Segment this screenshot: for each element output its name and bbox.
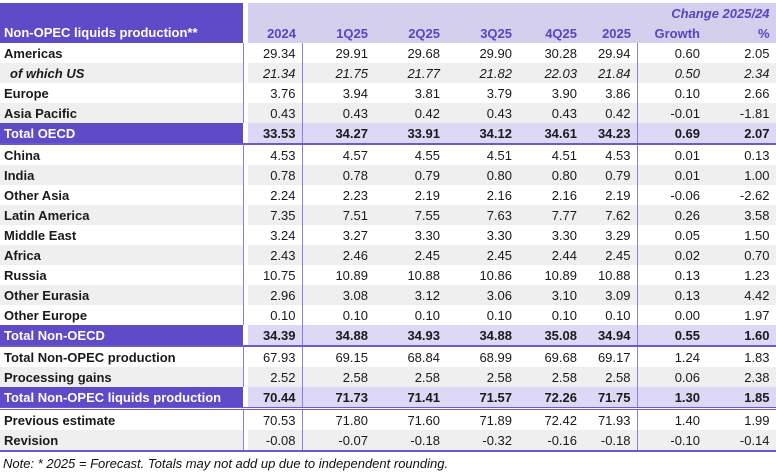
table-row <box>0 63 776 83</box>
value-cell: 72.42 <box>544 412 577 428</box>
value-cell: 0.10 <box>583 305 637 325</box>
value-cell: 0.43 <box>248 103 302 123</box>
value-cell: 3.81 <box>414 85 440 101</box>
value-cell: 71.60 <box>407 412 440 428</box>
table-note: Note: * 2025 = Forecast. Totals may not add up due to independent rounding. <box>3 456 449 471</box>
row-label: Total Non-OECD <box>0 325 243 346</box>
value-cell: 35.08 <box>518 325 583 346</box>
value-cell: 2.58 <box>342 369 368 385</box>
value-cell: 3.09 <box>583 285 637 305</box>
value-cell: 0.42 <box>583 103 637 123</box>
column-header-growth: Growth <box>637 23 706 43</box>
value-cell: 10.88 <box>407 267 440 283</box>
value-cell: 0.79 <box>414 167 440 183</box>
row-label: Total Non-OPEC liquids production <box>0 387 243 409</box>
value-cell: 7.62 <box>583 205 637 225</box>
table-row <box>0 305 776 325</box>
value-cell: -0.07 <box>302 430 374 451</box>
value-cell: 34.23 <box>583 123 637 144</box>
value-cell: 71.41 <box>374 387 446 409</box>
value-cell: 69.68 <box>544 349 577 365</box>
value-cell: 2.19 <box>414 187 440 203</box>
value-cell: 7.51 <box>342 207 368 223</box>
value-cell: 1.50 <box>706 225 776 245</box>
column-header-2025: 2025 <box>583 23 637 43</box>
value-cell: 3.58 <box>706 205 776 225</box>
value-cell: 2.45 <box>414 247 440 263</box>
value-cell: 33.53 <box>248 123 302 144</box>
row-label: Total OECD <box>0 123 243 144</box>
value-cell: 21.82 <box>479 65 512 81</box>
column-header-1q25: 1Q25 <box>302 23 374 43</box>
value-cell: 3.76 <box>248 83 302 103</box>
value-cell: 0.55 <box>637 325 706 346</box>
non-opec-production-table <box>0 3 776 452</box>
value-cell: 29.90 <box>479 45 512 61</box>
value-cell: 0.01 <box>674 147 700 163</box>
value-cell: 34.93 <box>374 325 446 346</box>
value-cell: 29.91 <box>335 45 368 61</box>
value-cell: 71.57 <box>446 387 518 409</box>
value-cell: 71.93 <box>583 409 637 431</box>
value-cell: 0.43 <box>342 105 368 121</box>
row-label: of which US <box>0 63 243 83</box>
value-cell: -2.62 <box>706 185 776 205</box>
column-header-4q25: 4Q25 <box>518 23 583 43</box>
value-cell: 10.86 <box>479 267 512 283</box>
value-cell: 0.13 <box>674 287 700 303</box>
row-label: Asia Pacific <box>0 103 243 123</box>
value-cell: 0.80 <box>486 167 512 183</box>
value-cell: 3.94 <box>342 85 368 101</box>
value-cell: 33.91 <box>374 123 446 144</box>
value-cell: 1.24 <box>674 349 700 365</box>
row-label: Russia <box>0 265 243 285</box>
value-cell: 0.80 <box>551 167 577 183</box>
value-cell: 0.13 <box>706 144 776 165</box>
value-cell: 2.58 <box>486 369 512 385</box>
row-label: Other Asia <box>0 185 243 205</box>
value-cell: 0.69 <box>637 123 706 144</box>
value-cell: 1.97 <box>706 305 776 325</box>
value-cell: 0.01 <box>674 167 700 183</box>
value-cell: 0.10 <box>551 307 577 323</box>
value-cell: 21.84 <box>583 63 637 83</box>
value-cell: 2.43 <box>248 245 302 265</box>
value-cell: 0.26 <box>674 207 700 223</box>
value-cell: 4.55 <box>414 147 440 163</box>
value-cell: -0.14 <box>706 430 776 451</box>
value-cell: 0.10 <box>414 307 440 323</box>
value-cell: 70.53 <box>248 409 302 431</box>
value-cell: 2.66 <box>706 83 776 103</box>
value-cell: 3.90 <box>551 85 577 101</box>
value-cell: 4.57 <box>342 147 368 163</box>
value-cell: 0.00 <box>674 307 700 323</box>
table-row <box>0 367 776 387</box>
value-cell: 34.61 <box>518 123 583 144</box>
table-row <box>0 103 776 123</box>
table-row <box>0 285 776 305</box>
value-cell: 0.10 <box>248 305 302 325</box>
value-cell: 2.24 <box>248 185 302 205</box>
value-cell: 0.43 <box>551 105 577 121</box>
value-cell: 2.07 <box>706 123 776 144</box>
value-cell: -0.18 <box>374 430 446 451</box>
header-change-row <box>0 3 776 23</box>
value-cell: 0.78 <box>342 167 368 183</box>
table-row <box>0 185 776 205</box>
value-cell: 4.51 <box>551 147 577 163</box>
value-cell: 3.27 <box>342 227 368 243</box>
row-label: Other Eurasia <box>0 285 243 305</box>
value-cell: 3.30 <box>414 227 440 243</box>
table-row <box>0 144 776 165</box>
value-cell: 3.79 <box>486 85 512 101</box>
value-cell: 34.39 <box>248 325 302 346</box>
value-cell: 1.60 <box>706 325 776 346</box>
value-cell: -0.10 <box>637 430 706 451</box>
value-cell: 70.44 <box>248 387 302 409</box>
value-cell: 69.15 <box>335 349 368 365</box>
value-cell: 29.34 <box>248 43 302 63</box>
value-cell: 21.77 <box>407 65 440 81</box>
value-cell: 7.63 <box>486 207 512 223</box>
table-row <box>0 265 776 285</box>
value-cell: 2.16 <box>486 187 512 203</box>
value-cell: 68.99 <box>479 349 512 365</box>
column-header-percent: % <box>706 23 776 43</box>
value-cell: 34.12 <box>446 123 518 144</box>
value-cell: 0.10 <box>674 85 700 101</box>
table-row <box>0 325 776 346</box>
value-cell: 1.85 <box>706 387 776 409</box>
value-cell: 10.89 <box>335 267 368 283</box>
value-cell: 34.88 <box>302 325 374 346</box>
value-cell: 3.30 <box>486 227 512 243</box>
value-cell: 0.13 <box>674 267 700 283</box>
value-cell: 0.05 <box>674 227 700 243</box>
value-cell: 34.88 <box>446 325 518 346</box>
value-cell: 2.58 <box>551 369 577 385</box>
row-label: Total Non-OPEC production <box>0 346 243 367</box>
value-cell: 30.28 <box>544 45 577 61</box>
value-cell: 0.06 <box>674 369 700 385</box>
value-cell: 10.75 <box>248 265 302 285</box>
value-cell: 68.84 <box>407 349 440 365</box>
value-cell: 21.75 <box>335 65 368 81</box>
value-cell: 2.34 <box>706 63 776 83</box>
value-cell: 10.88 <box>583 265 637 285</box>
value-cell: 1.30 <box>637 387 706 409</box>
row-label: Americas <box>0 43 243 63</box>
value-cell: -1.81 <box>706 103 776 123</box>
value-cell: 22.03 <box>544 65 577 81</box>
column-header-2024: 2024 <box>248 23 302 43</box>
table-row <box>0 387 776 409</box>
value-cell: 2.16 <box>551 187 577 203</box>
value-cell: -0.08 <box>248 430 302 451</box>
value-cell: -0.32 <box>446 430 518 451</box>
value-cell: 29.68 <box>407 45 440 61</box>
row-label: Other Europe <box>0 305 243 325</box>
value-cell: 1.00 <box>706 165 776 185</box>
value-cell: 2.19 <box>583 185 637 205</box>
value-cell: 0.02 <box>674 247 700 263</box>
table-row <box>0 346 776 367</box>
value-cell: 4.42 <box>706 285 776 305</box>
table-row <box>0 83 776 103</box>
value-cell: 3.30 <box>551 227 577 243</box>
table-row <box>0 409 776 431</box>
table-row <box>0 123 776 144</box>
row-label: Revision <box>0 430 243 451</box>
table-row <box>0 205 776 225</box>
table-body <box>0 43 776 451</box>
row-label: India <box>0 165 243 185</box>
value-cell: -0.06 <box>670 187 700 203</box>
value-cell: 0.78 <box>248 165 302 185</box>
value-cell: 1.83 <box>706 346 776 367</box>
value-cell: 3.10 <box>551 287 577 303</box>
table-title: Non-OPEC liquids production** <box>0 3 243 43</box>
value-cell: 29.94 <box>583 43 637 63</box>
value-cell: 0.50 <box>674 65 700 81</box>
row-label: Europe <box>0 83 243 103</box>
value-cell: 2.38 <box>706 367 776 387</box>
value-cell: 69.17 <box>583 346 637 367</box>
value-cell: 2.44 <box>551 247 577 263</box>
row-label: Middle East <box>0 225 243 245</box>
row-label: Latin America <box>0 205 243 225</box>
value-cell: 3.08 <box>342 287 368 303</box>
value-cell: 34.94 <box>583 325 637 346</box>
value-cell: -0.18 <box>583 430 637 451</box>
value-cell: 2.52 <box>248 367 302 387</box>
value-cell: 2.58 <box>583 367 637 387</box>
value-cell: 10.89 <box>544 267 577 283</box>
value-cell: -0.16 <box>518 430 583 451</box>
value-cell: 2.96 <box>248 285 302 305</box>
value-cell: 71.75 <box>583 387 637 409</box>
value-cell: 0.79 <box>583 165 637 185</box>
value-cell: 7.77 <box>551 207 577 223</box>
value-cell: 4.53 <box>583 144 637 165</box>
value-cell: 0.42 <box>414 105 440 121</box>
change-2025-24-header: Change 2025/24 <box>248 3 776 23</box>
table-row <box>0 430 776 451</box>
value-cell: 7.35 <box>248 205 302 225</box>
table-row <box>0 245 776 265</box>
row-label: Previous estimate <box>0 409 243 431</box>
row-label: China <box>0 144 243 165</box>
value-cell: 67.93 <box>248 346 302 367</box>
value-cell: 21.34 <box>248 63 302 83</box>
value-cell: 4.53 <box>248 144 302 165</box>
value-cell: 0.43 <box>486 105 512 121</box>
table-row <box>0 165 776 185</box>
value-cell: 2.46 <box>342 247 368 263</box>
value-cell: 71.73 <box>302 387 374 409</box>
value-cell: 3.06 <box>486 287 512 303</box>
table-row <box>0 43 776 63</box>
value-cell: 2.45 <box>486 247 512 263</box>
value-cell: 2.58 <box>414 369 440 385</box>
value-cell: -0.01 <box>670 105 700 121</box>
value-cell: 2.45 <box>583 245 637 265</box>
value-cell: 2.23 <box>342 187 368 203</box>
value-cell: 0.70 <box>706 245 776 265</box>
value-cell: 0.10 <box>486 307 512 323</box>
value-cell: 7.55 <box>414 207 440 223</box>
value-cell: 3.24 <box>248 225 302 245</box>
value-cell: 1.23 <box>706 265 776 285</box>
value-cell: 34.27 <box>302 123 374 144</box>
table-row <box>0 225 776 245</box>
value-cell: 2.05 <box>706 43 776 63</box>
value-cell: 3.29 <box>583 225 637 245</box>
value-cell: 3.12 <box>414 287 440 303</box>
row-label: Africa <box>0 245 243 265</box>
row-label: Processing gains <box>0 367 243 387</box>
value-cell: 1.40 <box>674 412 700 428</box>
value-cell: 1.99 <box>706 409 776 431</box>
value-cell: 0.60 <box>674 45 700 61</box>
column-header-2q25: 2Q25 <box>374 23 446 43</box>
value-cell: 4.51 <box>486 147 512 163</box>
value-cell: 0.10 <box>342 307 368 323</box>
value-cell: 3.86 <box>583 83 637 103</box>
value-cell: 72.26 <box>518 387 583 409</box>
value-cell: 71.89 <box>479 412 512 428</box>
value-cell: 71.80 <box>335 412 368 428</box>
column-header-3q25: 3Q25 <box>446 23 518 43</box>
